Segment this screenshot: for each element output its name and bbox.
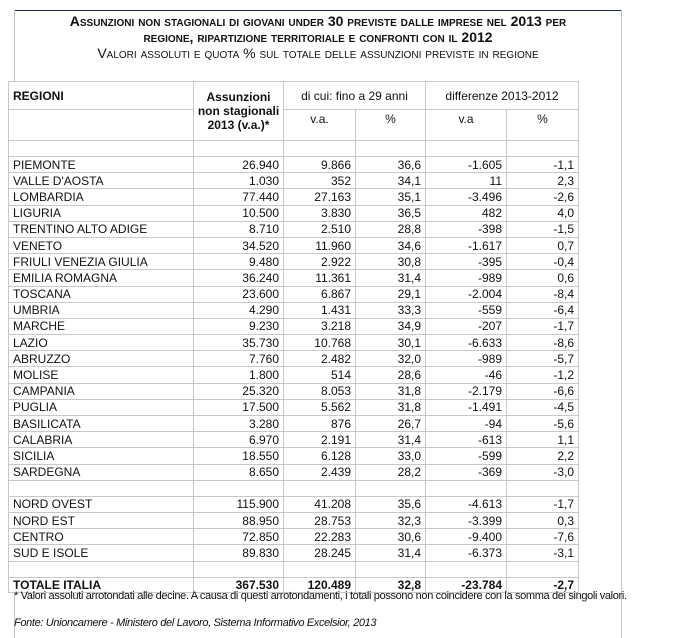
cell-va: 28.245 — [284, 545, 356, 561]
cell-diff-pct: -2,7 — [507, 577, 579, 592]
empty-cell — [356, 561, 426, 577]
table-row-region — [9, 205, 579, 221]
empty-cell — [194, 480, 284, 496]
cell-diff-va: -613 — [426, 432, 507, 448]
cell-diff-pct: -7,6 — [507, 529, 579, 545]
cell-name: NORD EST — [9, 512, 194, 528]
cell-pct: 35,6 — [356, 496, 426, 512]
cell-pct: 30,1 — [356, 335, 426, 351]
cell-va: 120.489 — [284, 577, 356, 592]
empty-cell — [9, 141, 194, 157]
cell-diff-pct: -6,4 — [507, 302, 579, 318]
cell-diff-pct: -1,2 — [507, 367, 579, 383]
cell-total: 7.760 — [194, 351, 284, 367]
empty-cell — [426, 561, 507, 577]
cell-va: 352 — [284, 173, 356, 189]
empty-cell — [284, 141, 356, 157]
cell-total: 18.550 — [194, 448, 284, 464]
cell-diff-pct: -3,0 — [507, 464, 579, 480]
cell-pct: 28,2 — [356, 464, 426, 480]
cell-va: 9.866 — [284, 157, 356, 173]
cell-pct: 33,3 — [356, 302, 426, 318]
cell-name: TRENTINO ALTO ADIGE — [9, 221, 194, 237]
cell-diff-pct: -6,6 — [507, 383, 579, 399]
cell-pct: 34,6 — [356, 237, 426, 253]
cell-total: 89.830 — [194, 545, 284, 561]
table-row-region — [9, 448, 579, 464]
subtitle: Valori assoluti e quota % sul totale delle assunzioni previste in regione — [97, 45, 539, 61]
cell-total: 77.440 — [194, 189, 284, 205]
cell-diff-va: -4.613 — [426, 496, 507, 512]
cell-name: VALLE D'AOSTA — [9, 173, 194, 189]
cell-total: 17.500 — [194, 399, 284, 415]
cell-diff-va: -989 — [426, 270, 507, 286]
cell-diff-pct: 1,1 — [507, 432, 579, 448]
header-diff-pct: % — [507, 110, 579, 141]
cell-diff-va: -398 — [426, 221, 507, 237]
empty-cell — [426, 480, 507, 496]
cell-va: 28.753 — [284, 512, 356, 528]
cell-total: 1.800 — [194, 367, 284, 383]
cell-name: MARCHE — [9, 318, 194, 334]
cell-diff-va: 482 — [426, 205, 507, 221]
cell-diff-pct: -5,6 — [507, 416, 579, 432]
cell-name: LOMBARDIA — [9, 189, 194, 205]
empty-cell — [507, 141, 579, 157]
header-empty — [9, 110, 194, 141]
cell-va: 27.163 — [284, 189, 356, 205]
cell-va: 41.208 — [284, 496, 356, 512]
cell-total: 367.530 — [194, 577, 284, 592]
cell-diff-va: -1.491 — [426, 399, 507, 415]
cell-pct: 31,8 — [356, 399, 426, 415]
cell-pct: 28,6 — [356, 367, 426, 383]
cell-pct: 31,4 — [356, 270, 426, 286]
table-row-area — [9, 496, 579, 512]
cell-name: PIEMONTE — [9, 157, 194, 173]
cell-pct: 26,7 — [356, 416, 426, 432]
cell-name: UMBRIA — [9, 302, 194, 318]
cell-diff-pct: 0,3 — [507, 512, 579, 528]
cell-name: TOTALE ITALIA — [9, 577, 194, 592]
cell-pct: 28,8 — [356, 221, 426, 237]
frame-right-rule — [621, 10, 622, 638]
cell-pct: 31,8 — [356, 383, 426, 399]
empty-cell — [426, 141, 507, 157]
cell-diff-pct: -4,5 — [507, 399, 579, 415]
cell-diff-va: -3.496 — [426, 189, 507, 205]
cell-name: ABRUZZO — [9, 351, 194, 367]
cell-diff-va: -3.399 — [426, 512, 507, 528]
table-row-region — [9, 254, 579, 270]
empty-cell — [507, 480, 579, 496]
cell-name: CENTRO — [9, 529, 194, 545]
empty-cell — [507, 561, 579, 577]
cell-va: 3.218 — [284, 318, 356, 334]
cell-pct: 36,5 — [356, 205, 426, 221]
cell-pct: 36,6 — [356, 157, 426, 173]
cell-diff-va: -9.400 — [426, 529, 507, 545]
table-row-region — [9, 399, 579, 415]
cell-va: 1.431 — [284, 302, 356, 318]
cell-total: 115.900 — [194, 496, 284, 512]
cell-diff-pct: -1,7 — [507, 496, 579, 512]
cell-va: 2.191 — [284, 432, 356, 448]
cell-name: FRIULI VENEZIA GIULIA — [9, 254, 194, 270]
cell-name: BASILICATA — [9, 416, 194, 432]
cell-va: 8.053 — [284, 383, 356, 399]
table-body — [9, 141, 579, 593]
cell-total: 35.730 — [194, 335, 284, 351]
cell-diff-va: -395 — [426, 254, 507, 270]
cell-total: 23.600 — [194, 286, 284, 302]
cell-va: 514 — [284, 367, 356, 383]
cell-name: SICILIA — [9, 448, 194, 464]
header-group-under29: di cui: fino a 29 anni — [284, 82, 426, 110]
cell-va: 10.768 — [284, 335, 356, 351]
cell-name: CALABRIA — [9, 432, 194, 448]
cell-va: 5.562 — [284, 399, 356, 415]
cell-pct: 33,0 — [356, 448, 426, 464]
cell-diff-pct: -2,6 — [507, 189, 579, 205]
table-row-region — [9, 286, 579, 302]
empty-cell — [284, 480, 356, 496]
table-row-region — [9, 367, 579, 383]
cell-name: NORD OVEST — [9, 496, 194, 512]
cell-diff-va: -369 — [426, 464, 507, 480]
cell-pct: 30,6 — [356, 529, 426, 545]
spacer-row — [9, 561, 579, 577]
table-row-region — [9, 432, 579, 448]
cell-name: VENETO — [9, 237, 194, 253]
table-row-region — [9, 383, 579, 399]
header-assunzioni: Assunzioni non stagionali 2013 (v.a.)* — [194, 82, 284, 141]
table-row-region — [9, 335, 579, 351]
cell-va: 2.482 — [284, 351, 356, 367]
cell-diff-va: -207 — [426, 318, 507, 334]
cell-diff-va: -2.179 — [426, 383, 507, 399]
empty-cell — [356, 141, 426, 157]
cell-name: CAMPANIA — [9, 383, 194, 399]
cell-diff-pct: -1,1 — [507, 157, 579, 173]
cell-total: 36.240 — [194, 270, 284, 286]
table-row-region — [9, 318, 579, 334]
cell-diff-va: 11 — [426, 173, 507, 189]
cell-diff-va: -23.784 — [426, 577, 507, 592]
header-diff-va: v.a — [426, 110, 507, 141]
cell-diff-pct: 0,6 — [507, 270, 579, 286]
cell-diff-pct: -0,4 — [507, 254, 579, 270]
cell-total: 6.970 — [194, 432, 284, 448]
cell-diff-va: -1.617 — [426, 237, 507, 253]
table-row-region — [9, 173, 579, 189]
source-note: Fonte: Unioncamere - Ministero del Lavoro, Sistema Informativo Excelsior, 2013 — [14, 617, 377, 629]
cell-pct: 32,8 — [356, 577, 426, 592]
cell-name: EMILIA ROMAGNA — [9, 270, 194, 286]
cell-pct: 31,4 — [356, 545, 426, 561]
cell-total: 34.520 — [194, 237, 284, 253]
cell-diff-pct: 2,3 — [507, 173, 579, 189]
cell-name: MOLISE — [9, 367, 194, 383]
cell-diff-pct: -1,7 — [507, 318, 579, 334]
table-row-area — [9, 512, 579, 528]
cell-diff-pct: -8,6 — [507, 335, 579, 351]
empty-cell — [194, 561, 284, 577]
header-regioni: REGIONI — [9, 82, 194, 110]
cell-pct: 34,1 — [356, 173, 426, 189]
header-va: v.a. — [284, 110, 356, 141]
cell-diff-pct: -3,1 — [507, 545, 579, 561]
cell-diff-va: -94 — [426, 416, 507, 432]
spacer-row — [9, 141, 579, 157]
header-pct: % — [356, 110, 426, 141]
cell-total: 3.280 — [194, 416, 284, 432]
cell-va: 6.867 — [284, 286, 356, 302]
cell-diff-pct: -1,5 — [507, 221, 579, 237]
frame-top-rule — [14, 10, 622, 11]
cell-diff-pct: 0,7 — [507, 237, 579, 253]
cell-diff-va: -6.373 — [426, 545, 507, 561]
cell-pct: 29,1 — [356, 286, 426, 302]
cell-diff-va: -1.605 — [426, 157, 507, 173]
title-line-2: regione, ripartizione territoriale e confronti con il 2012 — [143, 29, 493, 45]
cell-total: 10.500 — [194, 205, 284, 221]
table-row-region — [9, 221, 579, 237]
cell-total: 8.650 — [194, 464, 284, 480]
cell-pct: 32,3 — [356, 512, 426, 528]
cell-va: 6.128 — [284, 448, 356, 464]
table-row-region — [9, 270, 579, 286]
table-row-area — [9, 529, 579, 545]
cell-va: 11.361 — [284, 270, 356, 286]
table-row-region — [9, 157, 579, 173]
cell-diff-pct: -8,4 — [507, 286, 579, 302]
cell-va: 2.922 — [284, 254, 356, 270]
cell-total: 4.290 — [194, 302, 284, 318]
cell-va: 22.283 — [284, 529, 356, 545]
cell-diff-pct: 4,0 — [507, 205, 579, 221]
table-row-region — [9, 416, 579, 432]
cell-va: 2.510 — [284, 221, 356, 237]
cell-total: 9.230 — [194, 318, 284, 334]
cell-total: 88.950 — [194, 512, 284, 528]
empty-cell — [356, 480, 426, 496]
cell-name: TOSCANA — [9, 286, 194, 302]
table-row-area — [9, 545, 579, 561]
data-table — [8, 81, 579, 593]
spacer-row — [9, 480, 579, 496]
empty-cell — [194, 141, 284, 157]
cell-diff-pct: 2,2 — [507, 448, 579, 464]
cell-name: LIGURIA — [9, 205, 194, 221]
cell-diff-va: -46 — [426, 367, 507, 383]
cell-total: 26.940 — [194, 157, 284, 173]
table-row-region — [9, 237, 579, 253]
footnote: * Valori assoluti arrotondati alle decine. A causa di questi arrotondamenti, i totali possono non coincidere con la somma dei singoli valori. — [14, 590, 627, 602]
cell-pct: 34,9 — [356, 318, 426, 334]
cell-total: 8.710 — [194, 221, 284, 237]
empty-cell — [284, 561, 356, 577]
empty-cell — [9, 561, 194, 577]
cell-name: SARDEGNA — [9, 464, 194, 480]
cell-name: SUD E ISOLE — [9, 545, 194, 561]
empty-cell — [9, 480, 194, 496]
cell-pct: 30,8 — [356, 254, 426, 270]
table-row-region — [9, 464, 579, 480]
cell-diff-va: -989 — [426, 351, 507, 367]
cell-name: LAZIO — [9, 335, 194, 351]
cell-diff-pct: -5,7 — [507, 351, 579, 367]
cell-total: 9.480 — [194, 254, 284, 270]
cell-va: 3.830 — [284, 205, 356, 221]
cell-name: PUGLIA — [9, 399, 194, 415]
cell-pct: 31,4 — [356, 432, 426, 448]
cell-diff-va: -2.004 — [426, 286, 507, 302]
cell-pct: 32,0 — [356, 351, 426, 367]
cell-total: 25.320 — [194, 383, 284, 399]
header-group-diff: differenze 2013-2012 — [426, 82, 579, 110]
cell-diff-va: -559 — [426, 302, 507, 318]
cell-va: 11.960 — [284, 237, 356, 253]
cell-diff-va: -6.633 — [426, 335, 507, 351]
cell-total: 72.850 — [194, 529, 284, 545]
title-line-1: Assunzioni non stagionali di giovani under 30 previste dalle imprese nel 2013 per — [69, 13, 567, 29]
cell-pct: 35,1 — [356, 189, 426, 205]
cell-total: 1.030 — [194, 173, 284, 189]
cell-diff-va: -599 — [426, 448, 507, 464]
cell-va: 2.439 — [284, 464, 356, 480]
table-row-region — [9, 302, 579, 318]
cell-va: 876 — [284, 416, 356, 432]
table-row-region — [9, 189, 579, 205]
table-row-region — [9, 351, 579, 367]
